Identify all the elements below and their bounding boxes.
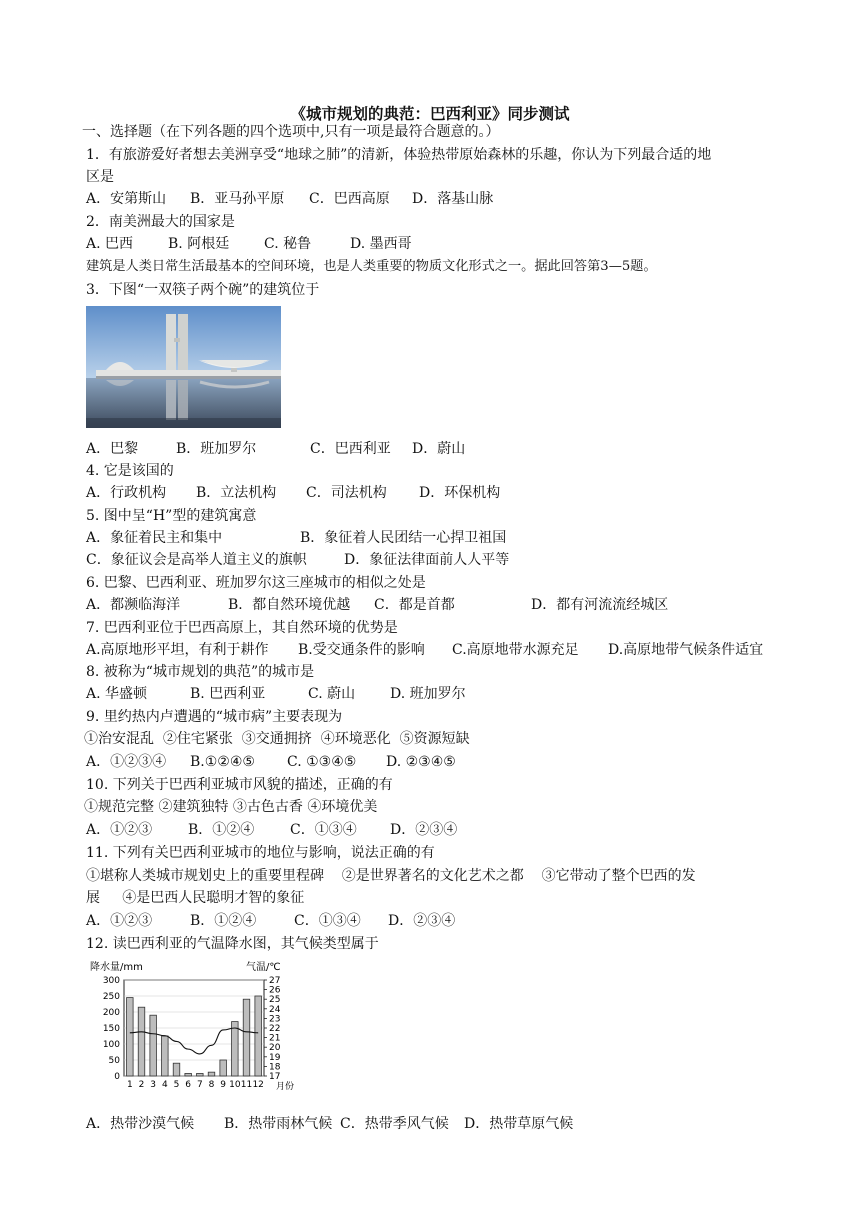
- month-tick-label: 1: [126, 1080, 133, 1090]
- q7-option-b: B.受交通条件的影响: [298, 642, 425, 658]
- q6-option-a: A．都濒临海洋: [86, 597, 181, 613]
- q12-option-b: B．热带雨林气候: [224, 1116, 333, 1132]
- precip-bar: [232, 1022, 239, 1076]
- temp-tick-label: 25: [269, 995, 281, 1006]
- q4-options: [86, 482, 500, 504]
- temp-tick-label: 21: [269, 1033, 281, 1044]
- q9-option-b: B.①②④⑤: [190, 754, 255, 770]
- q6-option-c: C．都是首都: [374, 597, 455, 613]
- q9-items: ①治安混乱 ②住宅紧张 ③交通拥挤 ④环境恶化 ⑤资源短缺: [84, 731, 470, 747]
- precip-bar: [185, 1073, 192, 1076]
- precip-tick-label: 150: [102, 1024, 120, 1034]
- temp-tick-label: 26: [269, 985, 281, 996]
- page-title: 《城市规划的典范：巴西利亚》同步测试: [290, 105, 570, 123]
- month-axis-label: 月份: [276, 1082, 295, 1092]
- q8-options: [86, 683, 466, 705]
- q11-option-b: B．①②④: [190, 913, 257, 929]
- q10-options: [86, 819, 457, 841]
- q4-stem: 4. 它是该国的: [86, 463, 174, 479]
- q6-stem: 6. 巴黎、巴西利亚、班加罗尔这三座城市的相似之处是: [86, 575, 426, 591]
- temp-tick-label: 22: [269, 1024, 281, 1034]
- month-tick-label: 11: [240, 1080, 253, 1090]
- q3-option-a: A．巴黎: [86, 441, 139, 457]
- q11-option-c: C．①③④: [294, 913, 361, 929]
- q12-stem: 12. 读巴西利亚的气温降水图，其气候类型属于: [86, 936, 379, 952]
- q1-stem-cont: 区是: [86, 169, 114, 185]
- temp-tick-label: 20: [269, 1043, 281, 1054]
- q11-items-cont: 展 ④是巴西人民聪明才智的象征: [86, 890, 305, 906]
- q1-stem: 1．有旅游爱好者想去美洲享受“地球之肺”的清新，体验热带原始森林的乐趣，你认为下列最合适的地: [86, 147, 712, 163]
- q5-options-row2: [86, 549, 509, 571]
- q4-option-b: B．立法机构: [196, 485, 277, 501]
- month-tick-label: 12: [252, 1080, 264, 1090]
- q9-options: [86, 751, 456, 773]
- precip-bar: [243, 999, 250, 1076]
- climate-chart: [86, 958, 306, 1094]
- q1-option-d: D．落基山脉: [412, 191, 494, 207]
- precip-bar: [127, 998, 134, 1076]
- q7-stem: 7. 巴西利亚位于巴西高原上，其自然环境的优势是: [86, 620, 398, 636]
- q2-option-b: B. 阿根廷: [168, 236, 230, 252]
- precip-bar: [173, 1063, 180, 1076]
- precip-tick-label: 250: [102, 992, 120, 1002]
- q8-option-b: B. 巴西利亚: [190, 686, 266, 702]
- temp-tick-label: 18: [269, 1062, 281, 1073]
- q11-stem: 11. 下列有关巴西利亚城市的地位与影响，说法正确的有: [86, 845, 435, 861]
- q10-option-b: B．①②④: [188, 822, 255, 838]
- q11-items: ①堪称人类城市规划史上的重要里程碑 ②是世界著名的文化艺术之都 ③它带动了整个巴西的发: [86, 868, 696, 884]
- q11-option-d: D．②③④: [388, 913, 456, 929]
- q3-stem: 3．下图“一双筷子两个碗”的建筑位于: [86, 282, 320, 298]
- precip-tick-label: 300: [102, 976, 120, 986]
- month-tick-label: 3: [150, 1080, 157, 1090]
- q9-stem: 9. 里约热内卢遭遇的“城市病”主要表现为: [86, 709, 343, 725]
- q6-option-b: B．都自然环境优越: [228, 597, 351, 613]
- precip-bar: [150, 1015, 157, 1076]
- temperature-curve: [130, 1028, 258, 1054]
- month-tick-label: 6: [185, 1080, 192, 1090]
- precip-bar: [197, 1073, 204, 1076]
- temp-tick-label: 23: [269, 1014, 281, 1025]
- q9-option-c: C. ①③④⑤: [287, 754, 357, 770]
- q4-option-d: D．环保机构: [419, 485, 501, 501]
- q8-option-a: A. 华盛顿: [86, 686, 148, 702]
- precip-bar: [162, 1036, 169, 1076]
- q1-option-a: A．安第斯山: [86, 191, 167, 207]
- q10-option-d: D．②③④: [390, 822, 458, 838]
- precip-axis-label: 降水量/mm: [90, 962, 143, 973]
- q4-option-c: C．司法机构: [306, 485, 387, 501]
- month-tick-label: 4: [161, 1080, 168, 1090]
- q12-option-c: C．热带季风气候: [340, 1116, 449, 1132]
- reading-intro: 建筑是人类日常生活最基本的空间环境，也是人类重要的物质文化形式之一。据此回答第3—5题。: [86, 259, 657, 274]
- month-tick-label: 10: [229, 1080, 241, 1090]
- q5-option-d: D．象征法律面前人人平等: [344, 552, 510, 568]
- temp-tick-label: 19: [269, 1052, 281, 1063]
- month-tick-label: 2: [138, 1080, 145, 1090]
- q10-option-c: C．①③④: [290, 822, 357, 838]
- q12-options: [86, 1113, 573, 1135]
- q5-option-a: A．象征着民主和集中: [86, 530, 223, 546]
- q10-items: ①规范完整 ②建筑独特 ③古色古香 ④环境优美: [84, 799, 378, 815]
- q12-option-d: D．热带草原气候: [464, 1116, 574, 1132]
- precip-bar: [138, 1007, 145, 1076]
- temp-tick-label: 24: [269, 1004, 281, 1015]
- q3-option-c: C．巴西利亚: [310, 441, 391, 457]
- precip-bar: [220, 1060, 227, 1076]
- month-tick-label: 5: [173, 1080, 180, 1090]
- precip-bar: [255, 996, 262, 1076]
- section-heading: 一、选择题（在下列各题的四个选项中,只有一项是最符合题意的。）: [82, 124, 500, 140]
- q2-stem: 2．南美洲最大的国家是: [86, 214, 235, 230]
- q3-options: [86, 438, 465, 460]
- q12-option-a: A．热带沙漠气候: [86, 1116, 195, 1132]
- q9-option-d: D. ②③④⑤: [386, 754, 456, 770]
- precip-tick-label: 0: [114, 1072, 120, 1082]
- precip-bar: [208, 1072, 215, 1076]
- q1-option-b: B．亚马孙平原: [190, 191, 285, 207]
- q1-options: [86, 188, 493, 210]
- q4-option-a: A．行政机构: [86, 485, 167, 501]
- q10-option-a: A．①②③: [86, 822, 153, 838]
- q8-option-d: D. 班加罗尔: [390, 686, 466, 702]
- q2-option-c: C. 秘鲁: [264, 236, 312, 252]
- q7-options: [86, 639, 763, 661]
- q8-stem: 8. 被称为“城市规划的典范”的城市是: [86, 664, 315, 680]
- month-tick-label: 8: [208, 1080, 215, 1090]
- q8-option-c: C. 蔚山: [308, 686, 356, 702]
- q5-option-b: B．象征着人民团结一心捍卫祖国: [300, 530, 507, 546]
- q3-option-b: B．班加罗尔: [176, 441, 257, 457]
- q7-option-d: D.高原地带气候条件适宜: [608, 642, 764, 658]
- temp-tick-label: 17: [269, 1072, 281, 1082]
- q1-option-c: C．巴西高原: [309, 191, 390, 207]
- precip-tick-label: 200: [102, 1008, 120, 1018]
- precip-tick-label: 100: [102, 1040, 120, 1050]
- q6-option-d: D．都有河流流经城区: [531, 597, 669, 613]
- q11-options: [86, 910, 455, 932]
- q7-option-c: C.高原地带水源充足: [452, 642, 579, 658]
- q2-option-a: A. 巴西: [86, 236, 134, 252]
- q3-option-d: D．蔚山: [412, 441, 466, 457]
- q5-option-c: C．象征议会是高举人道主义的旗帜: [86, 552, 307, 568]
- month-tick-label: 7: [196, 1080, 203, 1090]
- temp-tick-label: 27: [269, 976, 281, 986]
- q9-option-a: A．①②③④: [86, 754, 167, 770]
- q5-stem: 5. 图中呈“H”型的建筑寓意: [86, 508, 257, 524]
- month-tick-label: 9: [220, 1080, 227, 1090]
- q2-option-d: D. 墨西哥: [350, 236, 412, 252]
- q10-stem: 10. 下列关于巴西利亚城市风貌的描述，正确的有: [86, 777, 393, 793]
- q11-option-a: A．①②③: [86, 913, 153, 929]
- q7-option-a: A.高原地形平坦，有利于耕作: [86, 642, 269, 658]
- temp-axis-label: 气温/℃: [246, 962, 281, 973]
- precip-tick-label: 50: [108, 1056, 120, 1066]
- congress-building-photo: [86, 306, 281, 428]
- q6-options: [86, 594, 668, 616]
- q2-options: [86, 233, 412, 255]
- q5-options-row1: [86, 527, 506, 549]
